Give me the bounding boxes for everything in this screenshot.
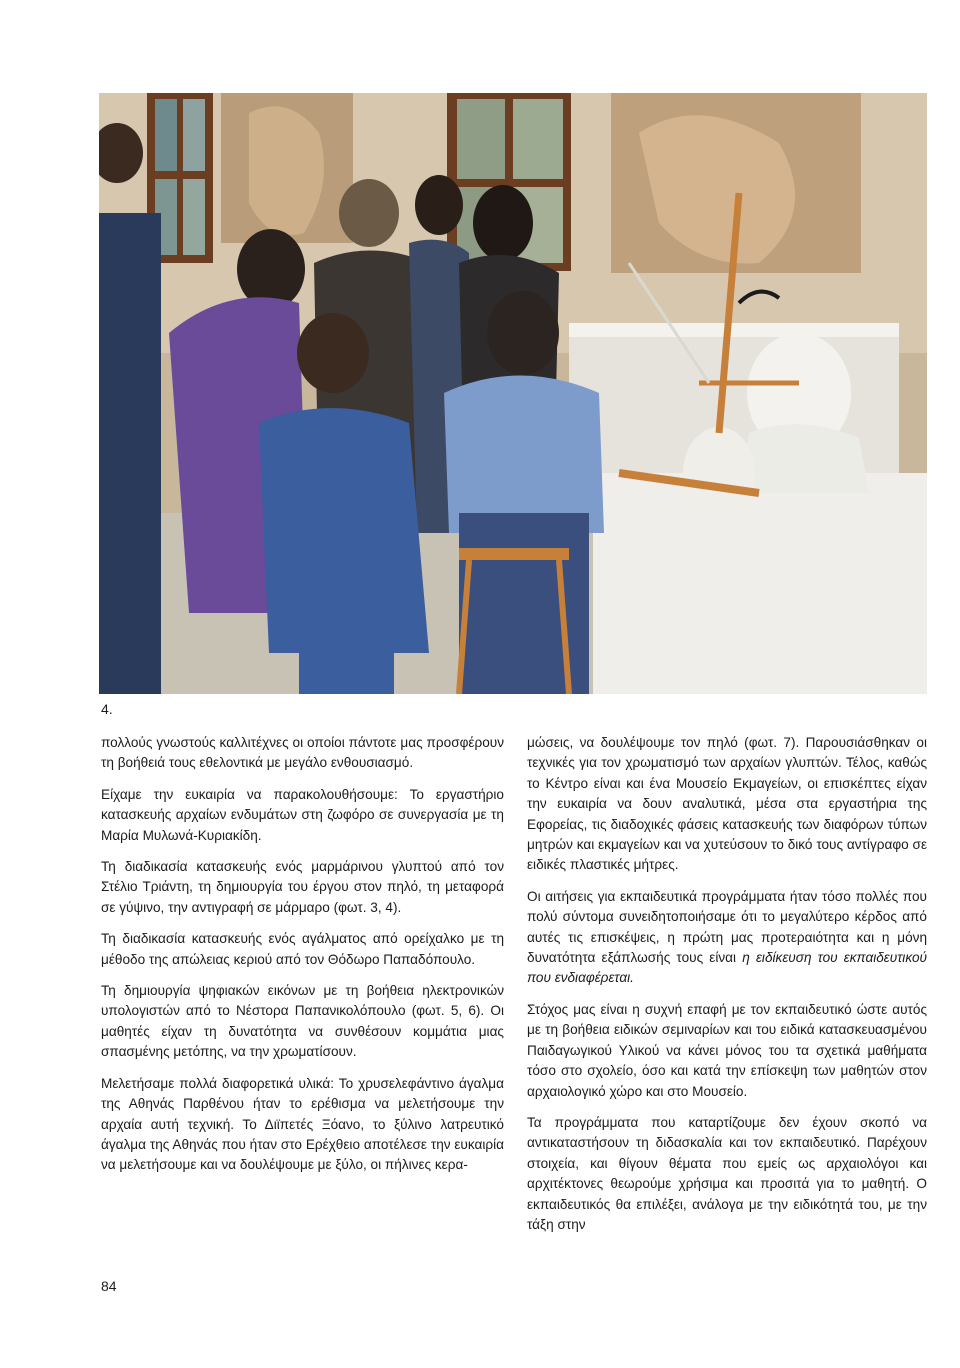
paragraph: Τη διαδικασία κατασκευής ενός μαρμάρινου γλυπτού από τον Στέλιο Τριάντη, τη δημιουργία του έργου στον πηλό, τη μεταφορά σε γύψινο, την αντιγραφή σε μάρμαρο (φωτ. 3, 4). [101, 859, 504, 915]
paragraph-text: Οι αιτήσεις για εκπαιδευτικά προγράμματα ήταν τόσο πολλές που πολύ σύντομα συνειδητοποιήσαμε ότι το μεγαλύτερο κέρδος από αυτές τις επισκέψεις, η πρώτη μας προτεραιότητα και η μόνη δυνατότητα εξάπλωσής τους είναι [527, 888, 927, 966]
page-number: 84 [101, 1278, 117, 1294]
emphasized-text: η ειδίκευση του εκπαιδευτικού που ενδιαφέρεται. [527, 950, 927, 986]
paragraph: Στόχος μας είναι η συχνή επαφή με τον εκπαιδευτικό ώστε αυτός με τη βοήθεια ειδικών σεμιναρίων και του ειδικά κατασκευασμένου Παιδαγωγικού Υλικού να κάνει μόνος του τα σχετικά μαθήματα τόσο στο σχολείο, όσο και κατά την επίσκεψη των μαθητών στον αρχαιολογικό χώρο και στο Μουσείο. [527, 1001, 927, 1099]
paragraph: Τη δημιουργία ψηφιακών εικόνων με τη βοήθεια ηλεκτρονικών υπολογιστών από το Νέστορα Παπανικολόπουλο (φωτ. 5, 6). Οι μαθητές είχαν τη δυνατότητα να συνθέσουν κομμάτια μιας σπασμένης μετόπης, να την χρωματίσουν. [101, 983, 504, 1060]
photo-workshop-sculpture-image [99, 93, 927, 694]
paragraph: Τα προγράμματα που καταρτίζουμε δεν έχουν σκοπό να αντικαταστήσουν τη διδασκαλία και τον εκπαιδευτικό. Παρέχουν στοιχεία, και θίγουν θέματα που εμείς ως αρχαιολόγοι και αρχιτέκτονες θεωρούμε χρήσιμα και προσιτά για το μαθητή. Ο εκπαιδευτικός θα επιλέξει, ανάλογα με την ειδικότητά του, με την τάξη στην [527, 1114, 927, 1232]
paragraph [527, 887, 927, 989]
paragraph: πολλούς γνωστούς καλλιτέχνες οι οποίοι πάντοτε μας προσφέρουν τη βοήθειά τους εθελοντικά με μεγάλο ενθουσιασμό. [101, 735, 504, 771]
paragraph: Είχαμε την ευκαιρία να παρακολουθήσουμε: Το εργαστήριο κατασκευής αρχαίων ενδυμάτων στη ζωφόρο σε συνεργασία με τη Μαρία Μυλωνά-Κυριακίδη. [101, 786, 504, 843]
paragraph: Τη διαδικασία κατασκευής ενός αγάλματος από ορείχαλκο με τη μέθοδο της απώλειας κεριού από τον Θόδωρο Παπαδόπουλο. [101, 931, 504, 967]
figure-number: 4. [101, 701, 113, 717]
right-text-column [527, 733, 927, 1246]
left-text-column [101, 733, 504, 1187]
figure-photo [99, 93, 927, 694]
paragraph: μώσεις, να δουλέψουμε τον πηλό (φωτ. 7). Παρουσιάσθηκαν οι τεχνικές για τον χρωματισμό των αρχαίων γλυπτών. Τέλος, καθώς το Κέντρο είναι και ένα Μουσείο Εκμαγείων, οι επισκέπτες είχαν την ευκαιρία να δουν αναλυτικά, μέσα στα εργαστήρια της Εφορείας, τις διαδοχικές φάσεις κατασκευής των διαφόρων τύπων μητρών και εκμαγείων και να χυτεύσουν το δικό τους αντίγραφο σε ειδικές πλαστικές μήτρες. [527, 735, 927, 873]
paragraph: Μελετήσαμε πολλά διαφορετικά υλικά: Το χρυσελεφάντινο άγαλμα της Αθηνάς Παρθένου ήταν το ερέθισμα να μελετήσουμε την αρχαία αυτή τεχνική. Το Διϊπετές Ξόανο, το ξύλινο λατρευτικό άγαλμα της Αθηνάς που ήταν στο Ερέχθειο αποτέλεσε την ευκαιρία να μελετήσουμε και να δουλέψουμε με ξύλο, οι πήλινες κερα- [101, 1075, 504, 1173]
